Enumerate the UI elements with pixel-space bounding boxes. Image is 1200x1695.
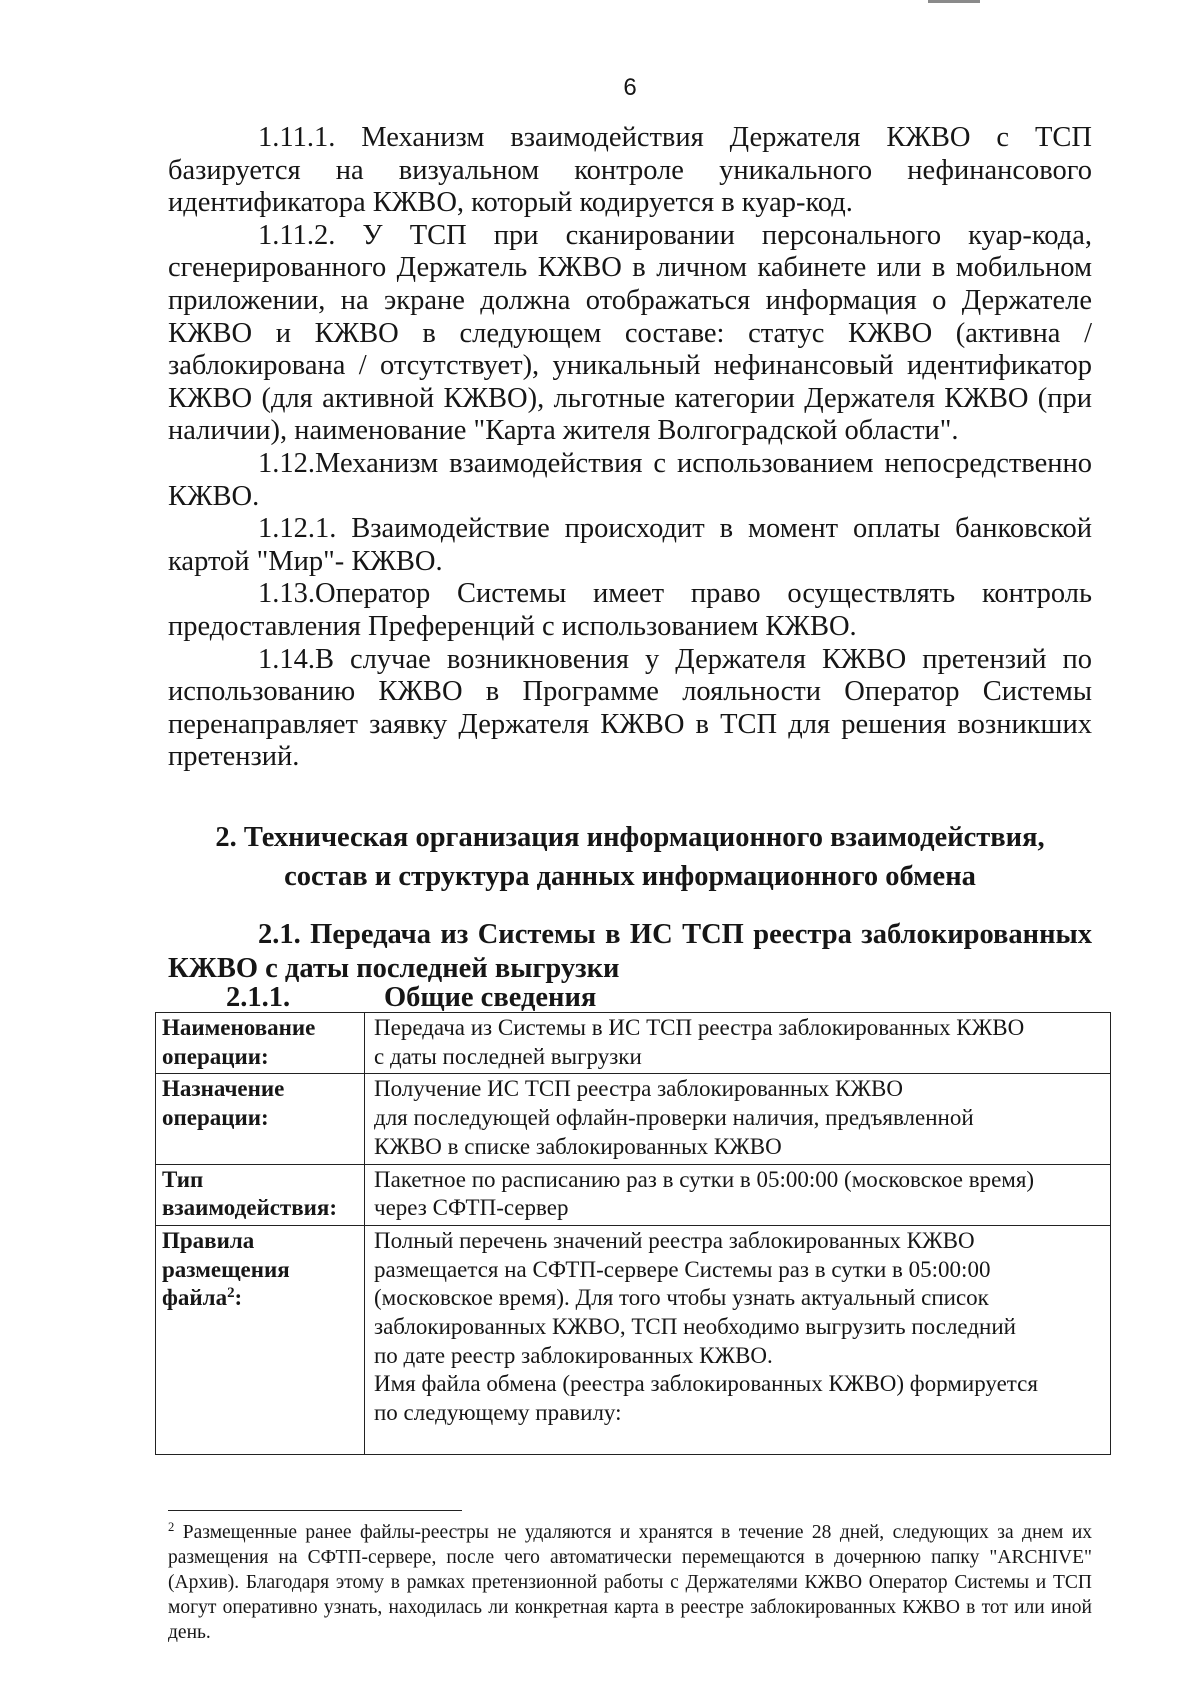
subsubsection-title: Общие сведения [384,982,597,1013]
value-line: КЖВО в списке заблокированных КЖВО [374,1133,782,1159]
footnote-mark: 2 [168,1520,175,1535]
scan-artifact [928,0,980,3]
value-line: (московское время). Для того чтобы узнать актуальный список [374,1285,989,1311]
row-value [365,1013,1111,1074]
value-line: размещается на СФТП-сервере Системы раз в сутки в 05:00:00 [374,1256,991,1282]
footnote-separator [168,1510,462,1511]
row-key: Наименование операции: [156,1013,365,1074]
paragraph-1-14: 1.14.В случае возникновения у Держателя КЖВО претензий по использованию КЖВО в Программе лояльности Оператор Системы перенаправляет заявку Держателя КЖВО в ТСП для решения возникших претензий. [168,643,1092,773]
value-line: заблокированных КЖВО, ТСП необходимо выгрузить последний [374,1314,1016,1340]
footnote [168,1520,1092,1645]
value-line: Передача из Системы в ИС ТСП реестра заблокированных КЖВО [374,1015,1025,1040]
row-key-text: Правила размещения файла [162,1227,290,1311]
paragraph-1-11-1: 1.11.1. Механизм взаимодействия Держателя КЖВО с ТСП базируется на визуальном контроле уникального нефинансового идентификатора КЖВО, который кодируется в куар-код. [168,122,1092,219]
table-row [156,1225,1111,1454]
value-line: с даты последней выгрузки [374,1043,642,1069]
paragraph-1-12: 1.12.Механизм взаимодействия с использованием непосредственно КЖВО. [168,447,1092,512]
subsubsection-number: 2.1.1. [226,982,291,1013]
table-row [156,1074,1111,1164]
page-number: 6 [623,74,637,101]
value-line: по следующему правилу: [374,1400,622,1426]
row-value [365,1164,1111,1225]
value-line: Полный перечень значений реестра заблокированных КЖВО [374,1227,975,1253]
row-key: Тип взаимодействия: [156,1164,365,1225]
section-heading-line-2: состав и структура данных информационного обмена [284,861,976,892]
operation-table [155,1012,1111,1455]
value-line: Получение ИС ТСП реестра заблокированных КЖВО [374,1076,903,1102]
section-heading [168,818,1092,896]
value-line: Имя файла обмена (реестра заблокированных КЖВО) формируется [374,1371,1038,1397]
paragraph-1-13: 1.13.Оператор Системы имеет право осуществлять контроль предоставления Преференций с использованием КЖВО. [168,578,1092,642]
row-key: Назначение операции: [156,1074,365,1164]
value-line: по дате реестр заблокированных КЖВО. [374,1342,773,1368]
row-value [365,1074,1111,1164]
body-text [168,122,1092,774]
paragraph-1-11-2: 1.11.2. У ТСП при сканировании персонального куар-кода, сгенерированного Держатель КЖВО в личном кабинете или в мобильном приложении, на экране должна отображаться информация о Держателе КЖВО и КЖВО в следующем составе: статус КЖВО (активна / заблокирована / отсутствует), уникальный нефинансовый идентификатор КЖВО (для активной КЖВО), льготные категории Держателя КЖВО (при наличии), наименование "Карта жителя Волгоградской области". [168,219,1092,447]
row-key [156,1225,365,1454]
value-line: для последующей офлайн-проверки наличия, предъявленной [374,1105,974,1131]
table-row [156,1164,1111,1225]
row-key-suffix: : [234,1285,243,1311]
value-line: через СФТП-сервер [374,1195,569,1221]
paragraph-1-12-1: 1.12.1. Взаимодействие происходит в момент оплаты банковской картой "Мир"- КЖВО. [168,513,1092,577]
value-line: Пакетное по расписанию раз в сутки в 05:00:00 (московское время) [374,1166,1035,1192]
subsubsection-heading [226,982,597,1013]
section-heading-line-1: 2. Техническая организация информационного взаимодействия, [215,822,1045,853]
footnote-ref: 2 [227,1285,235,1302]
row-value [365,1225,1111,1454]
footnote-text: Размещенные ранее файлы-реестры не удаляются и хранятся в течение 28 дней, следующих за днем их размещения на СФТП-сервере, после чего автоматически перемещаются в дочернюю папку "ARCHIVE" (Архив). Благодаря этому в рамках претензионной работы с Держателями КЖВО Оператор Системы и ТСП могут оперативно узнать, находилась ли конкретная карта в реестре заблокированных КЖВО в тот или иной день. [168,1522,1093,1643]
table-row [156,1013,1111,1074]
subsection-heading: 2.1. Передача из Системы в ИС ТСП реестра заблокированных КЖВО с даты последней выгрузки [168,919,1092,984]
